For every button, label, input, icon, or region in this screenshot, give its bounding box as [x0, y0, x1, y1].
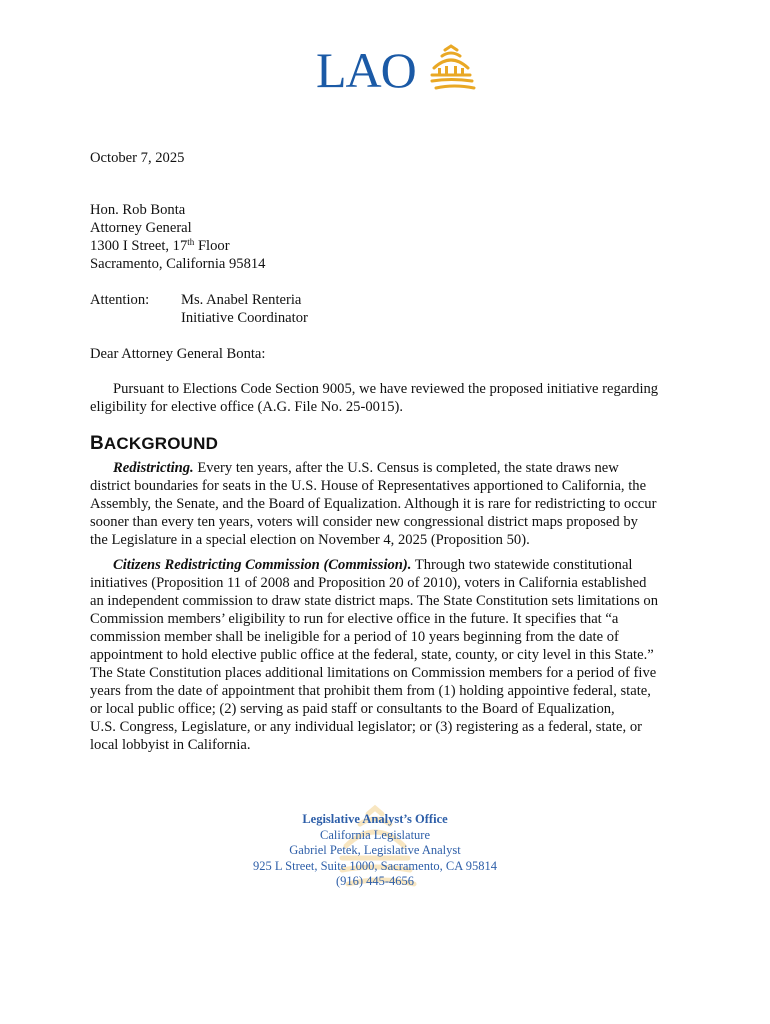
attention-block: [181, 291, 308, 327]
footer: [230, 812, 520, 908]
footer-address: 925 L Street, Suite 1000, Sacramento, CA 95814: [253, 858, 497, 873]
redistricting-paragraph: [90, 459, 690, 549]
paragraph-line: commission member shall be ineligible for a period of 10 years beginning from the date of: [90, 629, 619, 645]
paragraph-line: Citizens Redistricting Commission (Commission). Through two statewide constitutional: [113, 557, 633, 573]
paragraph-line: U.S. Congress, Legislature, or any individual legislator; or (3) registering as a federal, state, or: [90, 719, 642, 735]
footer-analyst: Gabriel Petek, Legislative Analyst: [289, 843, 461, 858]
paragraph-line: local lobbyist in California.: [90, 737, 251, 753]
recipient-name: Hon. Rob Bonta: [90, 202, 186, 218]
paragraph-line: an independent commission to draw state district maps. The State Constitution sets limitations on: [90, 593, 659, 609]
paragraph-line: Assembly, the Senate, and the Board of Equalization. Although it is rare for redistricting to occur: [90, 496, 657, 512]
intro-line: Pursuant to Elections Code Section 9005, we have reviewed the proposed initiative regarding: [113, 381, 659, 397]
recipient-address: 1300 I Street, 17th Floor: [90, 237, 230, 254]
section-heading-background: BACKGROUND: [90, 433, 219, 454]
intro-paragraph: [90, 380, 658, 416]
paragraph-line: The State Constitution places additional limitations on Commission members for a period of five: [90, 665, 657, 681]
attention-label: Attention:: [90, 292, 150, 308]
commission-lead: Citizens Redistricting Commission (Commission).: [113, 557, 412, 573]
paragraph-line: appointment to hold elective public office at the federal, state, county, or city level in this State.”: [90, 647, 654, 663]
paragraph-line: years from the date of appointment that prohibit them from (1) holding appointive federal, state,: [90, 683, 651, 699]
footer-office: Legislative Analyst’s Office: [302, 812, 448, 826]
footer-legislature: California Legislature: [319, 827, 431, 842]
paragraph-line: district boundaries for seats in the U.S. House of Representatives apportioned to California, the: [90, 478, 647, 494]
paragraph-line: Redistricting. Every ten years, after the U.S. Census is completed, the state draws new: [113, 460, 619, 476]
recipient-city: Sacramento, California 95814: [90, 256, 266, 272]
paragraph-line: Commission members’ eligibility to run for elective office in the future. It specifies that “a: [90, 611, 619, 627]
redistricting-lead: Redistricting.: [113, 460, 194, 476]
recipient-title: Attorney General: [90, 220, 192, 236]
lao-logo: [316, 42, 476, 98]
paragraph-line: initiatives (Proposition 11 of 2008 and Proposition 20 of 2010), voters in California established: [90, 575, 647, 591]
footer-phone: (916) 445-4656: [335, 874, 415, 889]
commission-paragraph: [90, 556, 690, 754]
paragraph-line: the Legislature in a special election on November 4, 2025 (Proposition 50).: [90, 532, 530, 548]
paragraph-line: or local public office; (2) serving as paid staff or consultants to the Board of Equalization,: [90, 701, 615, 717]
logo-text: LAO: [316, 42, 416, 98]
paragraph-line: sooner than every ten years, voters will consider new congressional district maps proposed by: [90, 514, 638, 530]
letter-date: October 7, 2025: [90, 150, 185, 166]
attention-role: Initiative Coordinator: [181, 310, 308, 326]
capitol-dome-icon: [426, 44, 476, 96]
recipient-block: [90, 201, 265, 273]
attention-name: Ms. Anabel Renteria: [181, 292, 302, 308]
intro-line: eligibility for elective office (A.G. File No. 25-0015).: [90, 399, 404, 415]
salutation: Dear Attorney General Bonta:: [90, 346, 266, 362]
